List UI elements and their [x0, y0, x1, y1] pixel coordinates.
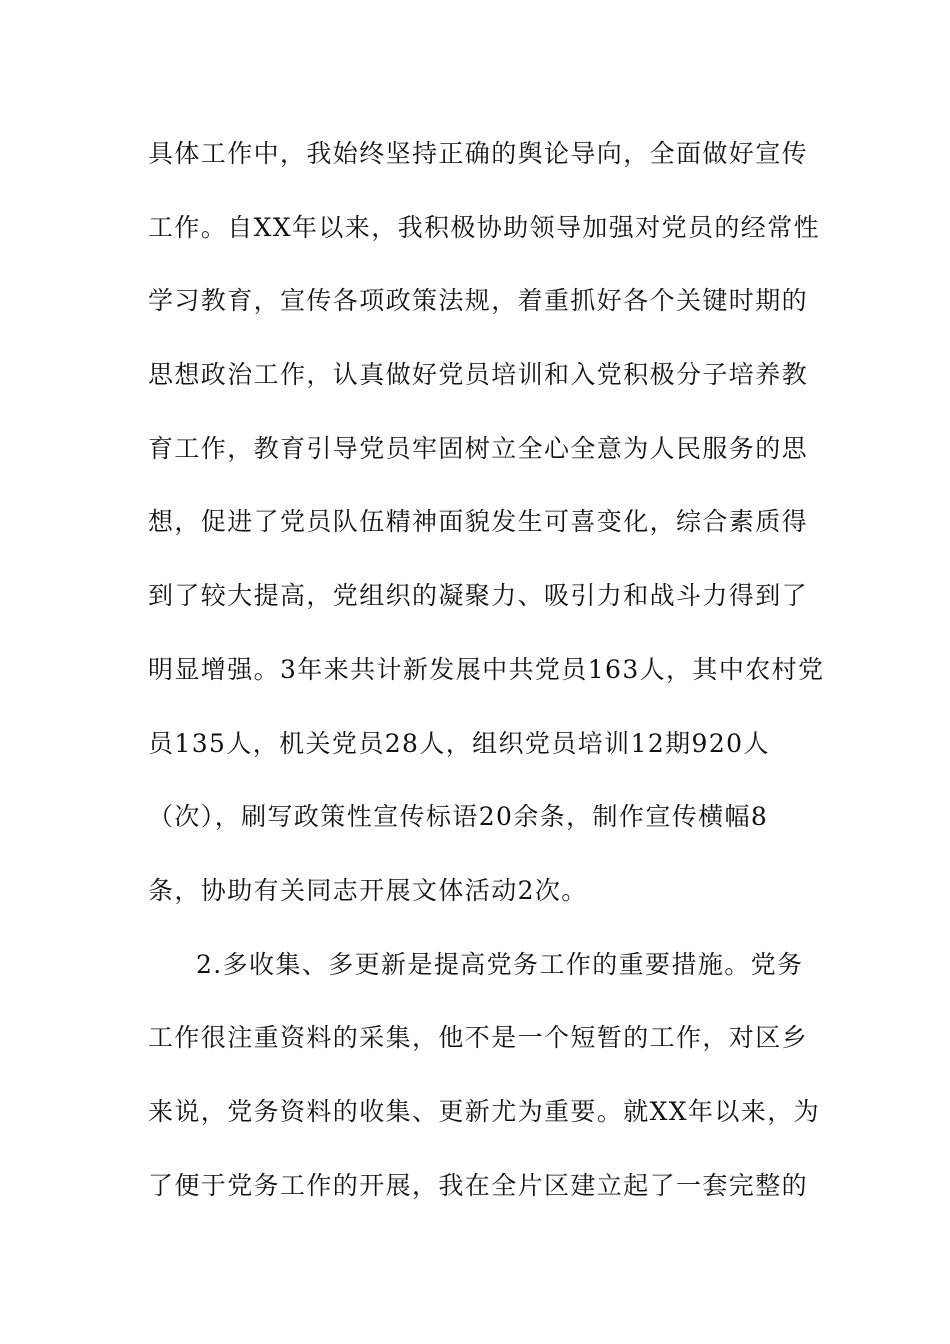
- text-line-14: 来说，党务资料的收集、更新尤为重要。就XX年以来，为: [148, 1096, 820, 1126]
- text-line-5: 育工作，教育引导党员牢固树立全心全意为人民服务的思: [148, 433, 809, 463]
- text-line-13: 工作很注重资料的采集，他不是一个短暂的工作，对区乡: [148, 1023, 809, 1053]
- text-line-1: 具体工作中，我始终坚持正确的舆论导向，全面做好宣传: [148, 139, 809, 168]
- body-text: [148, 125, 825, 1230]
- text-line-9: 员135人，机关党员28人，组织党员培训12期920人: [148, 728, 770, 758]
- text-line-15: 了便于党务工作的开展，我在全片区建立起了一套完整的: [148, 1170, 809, 1200]
- text-line-11: 条，协助有关同志开展文体活动2次。: [148, 875, 588, 905]
- text-line-4: 思想政治工作，认真做好党员培训和入党积极分子培养教: [148, 360, 809, 390]
- text-line-12: 2.多收集、多更新是提高党务工作的重要措施。党务: [196, 949, 804, 979]
- text-line-8: 明显增强。3年来共计新发展中共党员163人，其中农村党: [148, 654, 825, 684]
- text-line-10: （次），刷写政策性宣传标语20余条，制作宣传横幅8: [148, 802, 769, 832]
- text-line-3: 学习教育，宣传各项政策法规，着重抓好各个关键时期的: [148, 286, 809, 316]
- text-line-6: 想，促进了党员队伍精神面貌发生可喜变化，综合素质得: [148, 507, 809, 537]
- text-line-7: 到了较大提高，党组织的凝聚力、吸引力和战斗力得到了: [148, 581, 809, 611]
- text-line-2: 工作。自XX年以来，我积极协助领导加强对党员的经常性: [148, 212, 820, 242]
